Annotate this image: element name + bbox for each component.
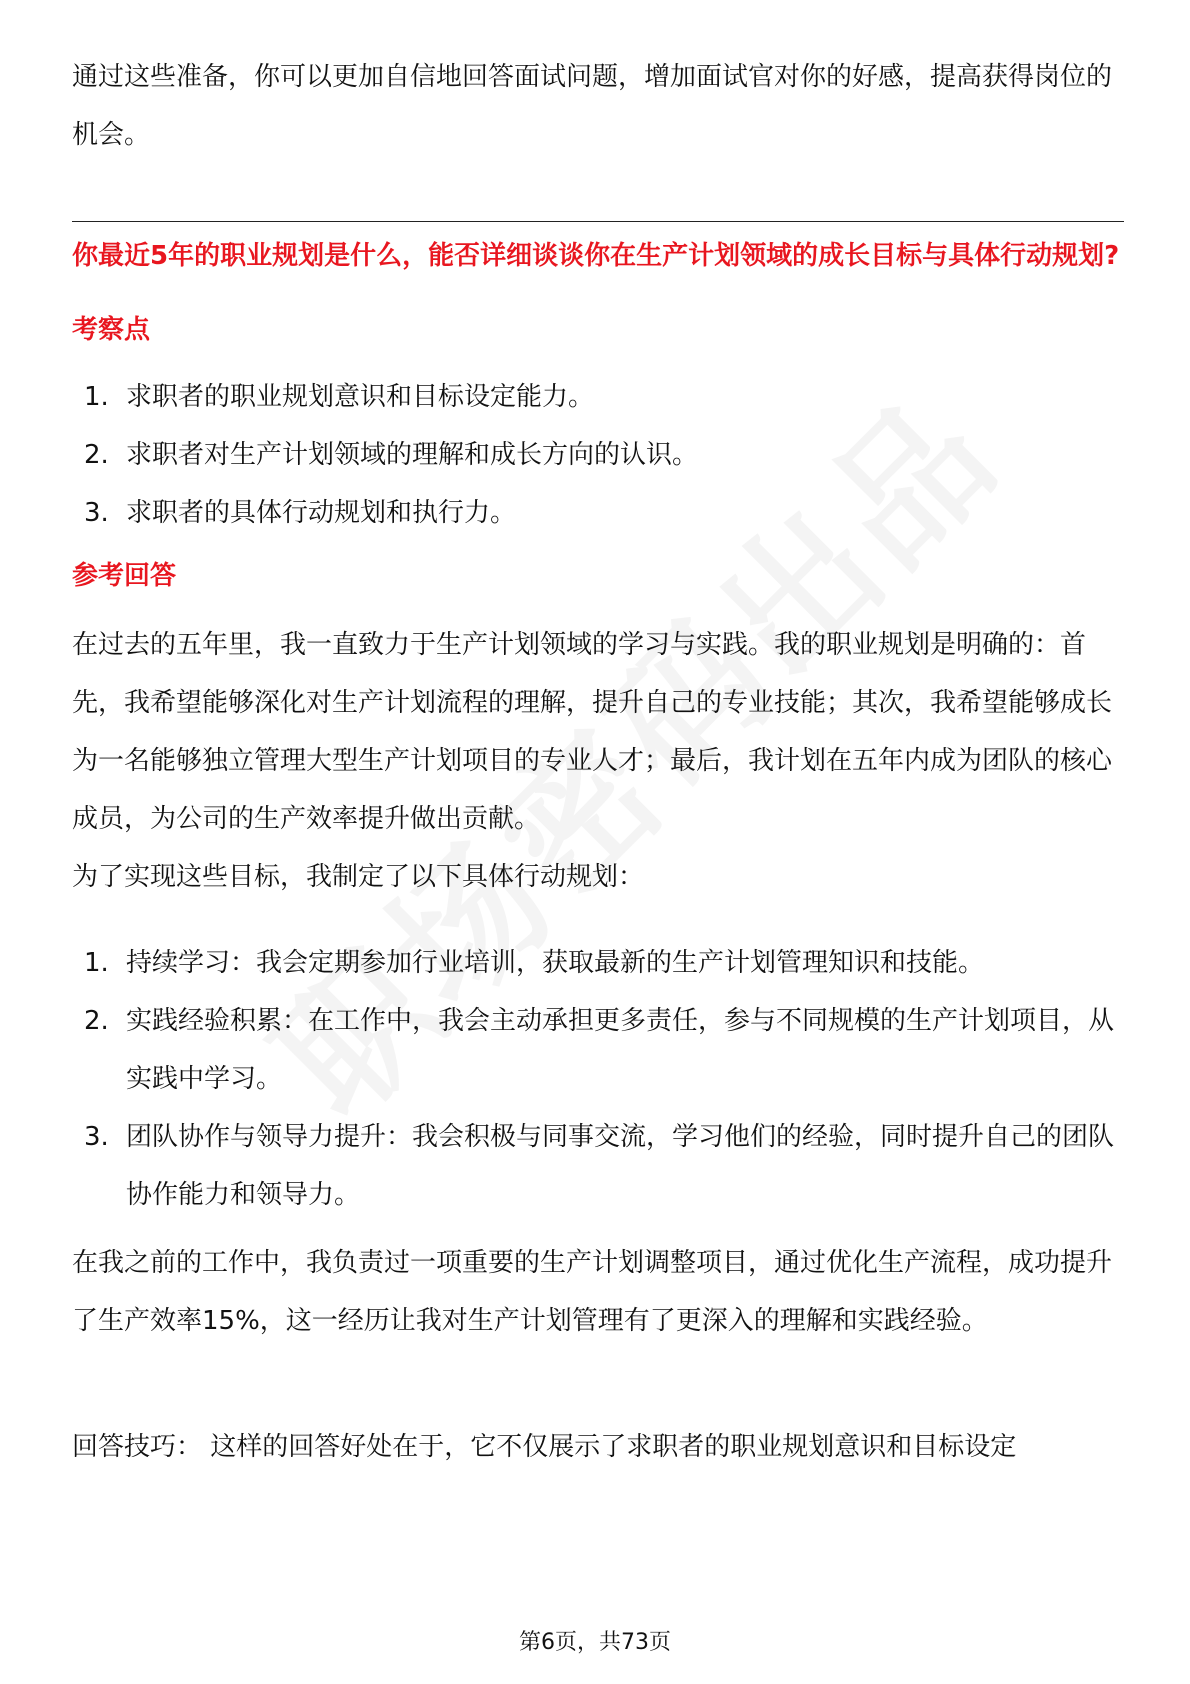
answer-tip: 回答技巧： 这样的回答好处在于，它不仅展示了求职者的职业规划意识和目标设定 xyxy=(72,1432,1017,1462)
list-item: 2. 实践经验积累：在工作中，我会主动承担更多责任，参与不同规模的生产计划项目，从实践中学习。 xyxy=(84,1006,1115,1094)
answer-paragraph-1: 在过去的五年里，我一直致力于生产计划领域的学习与实践。我的职业规划是明确的：首先，我希望能够深化对生产计划流程的理解，提升自己的专业技能；其次，我希望能够成长为一名能够独立管理大型生产计划项目的专业人才；最后，我计划在五年内成为团队的核心成员，为公司的生产效率提升做出贡献。 xyxy=(72,630,1113,834)
list-item: 2. 求职者对生产计划领域的理解和成长方向的认识。 xyxy=(84,440,699,470)
answer-paragraph-2: 为了实现这些目标，我制定了以下具体行动规划： xyxy=(72,862,645,892)
list-item: 3. 求职者的具体行动规划和执行力。 xyxy=(84,498,517,528)
assessment-list xyxy=(72,368,1120,542)
list-item: 1. 求职者的职业规划意识和目标设定能力。 xyxy=(84,382,595,412)
page-number: 第6页，共73页 xyxy=(519,1630,671,1655)
list-item: 1. 持续学习：我会定期参加行业培训，获取最新的生产计划管理知识和技能。 xyxy=(84,948,985,978)
list-item: 3. 团队协作与领导力提升：我会积极与同事交流，学习他们的经验，同时提升自己的团队协作能力和领导力。 xyxy=(84,1122,1115,1210)
interview-question: 你最近5年的职业规划是什么，能否详细谈谈你在生产计划领域的成长目标与具体行动规划? xyxy=(72,241,1120,271)
assessment-heading: 考察点 xyxy=(72,315,151,345)
answer-paragraph-3: 在我之前的工作中，我负责过一项重要的生产计划调整项目，通过优化生产流程，成功提升了生产效率15%，这一经历让我对生产计划管理有了更深入的理解和实践经验。 xyxy=(72,1248,1113,1336)
action-plan-list xyxy=(72,934,1120,1224)
section-divider xyxy=(72,221,1124,222)
answer-heading: 参考回答 xyxy=(72,561,177,591)
intro-paragraph: 通过这些准备，你可以更加自信地回答面试问题，增加面试官对你的好感，提高获得岗位的机会。 xyxy=(72,62,1113,150)
